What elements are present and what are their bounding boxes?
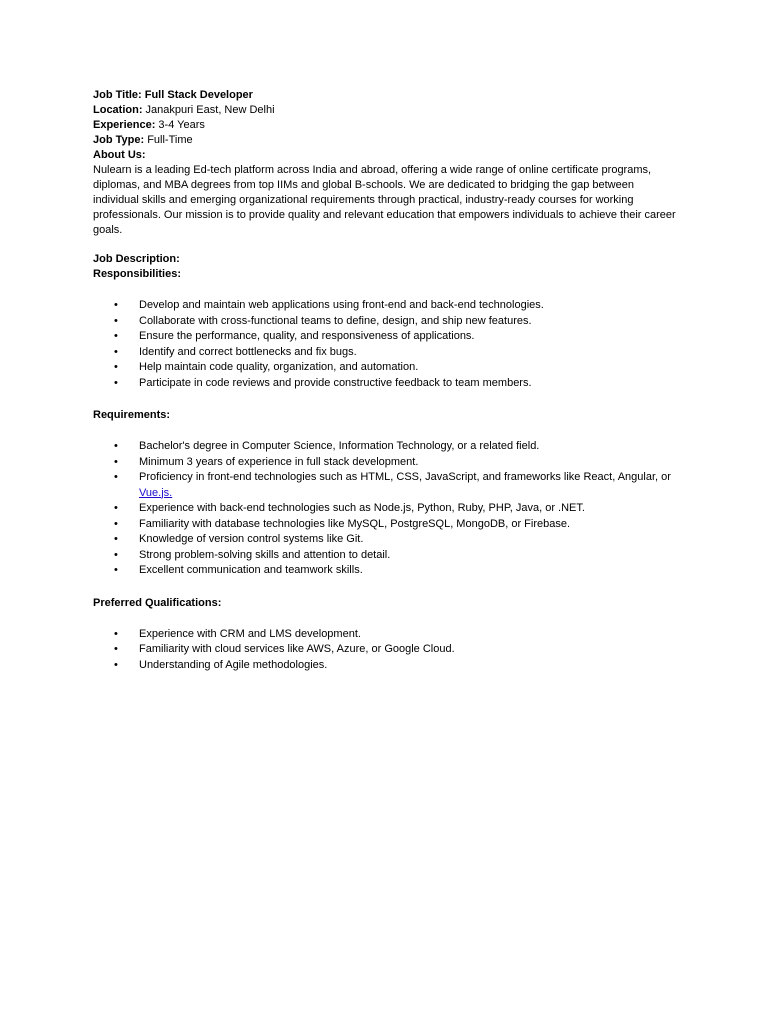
requirements-list — [93, 439, 678, 579]
location-value: Janakpuri East, New Delhi — [142, 104, 275, 116]
bullet-icon: • — [114, 455, 118, 468]
experience-line — [93, 118, 678, 133]
bullet-icon: • — [114, 345, 118, 358]
preferred-qualifications-list — [93, 627, 678, 674]
requirement-text: Proficiency in front-end technologies such as HTML, CSS, JavaScript, and frameworks like React, Angular, or — [139, 471, 671, 483]
list-item — [93, 627, 678, 643]
bullet-icon: • — [114, 376, 118, 389]
bullet-icon: • — [114, 299, 118, 311]
bullet-icon: • — [114, 658, 118, 671]
requirement-text: Experience with back-end technologies such as Node.js, Python, Ruby, PHP, Java, or .NET. — [139, 502, 585, 514]
list-item — [93, 548, 678, 564]
requirement-text: Familiarity with database technologies like MySQL, PostgreSQL, MongoDB, or Firebase. — [139, 517, 571, 530]
job-posting-document — [93, 88, 678, 673]
bullet-icon: • — [114, 517, 118, 530]
job-title-label: Job Title: Full Stack Developer — [93, 89, 253, 101]
about-heading: About Us: — [93, 149, 146, 161]
list-item — [93, 517, 678, 533]
responsibility-text: Develop and maintain web applications using front-end and back-end technologies. — [139, 299, 544, 311]
location-label: Location: — [93, 104, 143, 116]
job-type-line — [93, 133, 678, 148]
list-item — [93, 314, 678, 330]
bullet-icon: • — [114, 627, 118, 640]
about-paragraph: Nulearn is a leading Ed-tech platform across India and abroad, offering a wide range of online certificate programs, diplomas, and MBA degrees from top IIMs and global B-schools. We are dedicated to bridging the gap between individual skills and emerging organizational requirements through practical, industry-ready courses for working professionals. Our mission is to provide quality and relevant education that empowers individuals to achieve their career goals. — [93, 164, 676, 236]
bullet-icon: • — [114, 643, 118, 655]
list-item — [93, 658, 678, 674]
location-line — [93, 103, 678, 118]
list-item — [93, 439, 678, 455]
preferred-qualifications-heading: Preferred Qualifications: — [93, 596, 222, 609]
list-item — [93, 501, 678, 517]
bullet-icon: • — [114, 314, 118, 327]
requirement-text: Excellent communication and teamwork skills. — [139, 564, 363, 576]
list-item — [93, 298, 678, 314]
qualification-text: Understanding of Agile methodologies. — [139, 658, 328, 671]
bullet-icon: • — [114, 361, 118, 373]
bullet-icon: • — [114, 502, 118, 514]
list-item — [93, 329, 678, 345]
responsibility-text: Participate in code reviews and provide constructive feedback to team members. — [139, 376, 532, 389]
job-title-line — [93, 88, 678, 103]
bullet-icon: • — [114, 440, 118, 452]
responsibilities-list — [93, 298, 678, 391]
list-item — [93, 455, 678, 471]
requirement-text: Knowledge of version control systems like Git. — [139, 533, 364, 545]
list-item — [93, 642, 678, 658]
bullet-icon: • — [114, 548, 118, 561]
list-item — [93, 345, 678, 361]
bullet-icon: • — [114, 330, 118, 342]
requirement-text: Bachelor's degree in Computer Science, Information Technology, or a related field. — [139, 440, 540, 452]
job-description-heading: Job Description: — [93, 253, 180, 265]
list-item — [93, 532, 678, 548]
experience-label: Experience: — [93, 119, 156, 131]
list-item — [93, 376, 678, 392]
requirements-heading: Requirements: — [93, 409, 171, 421]
bullet-icon: • — [114, 564, 118, 576]
experience-value: 3-4 Years — [155, 119, 205, 131]
bullet-icon: • — [114, 533, 118, 545]
responsibilities-heading: Responsibilities: — [93, 268, 182, 280]
list-item — [93, 563, 678, 579]
list-item — [93, 470, 678, 501]
qualification-text: Familiarity with cloud services like AWS, Azure, or Google Cloud. — [139, 643, 455, 655]
requirement-text: Strong problem-solving skills and attention to detail. — [139, 548, 391, 561]
job-type-label: Job Type: — [93, 134, 145, 146]
responsibility-text: Help maintain code quality, organization, and automation. — [139, 361, 419, 373]
qualification-text: Experience with CRM and LMS development. — [139, 627, 361, 640]
list-item — [93, 360, 678, 376]
bullet-icon: • — [114, 471, 118, 483]
requirement-text: Minimum 3 years of experience in full stack development. — [139, 455, 419, 468]
responsibility-text: Identify and correct bottlenecks and fix bugs. — [139, 345, 357, 358]
responsibility-text: Ensure the performance, quality, and responsiveness of applications. — [139, 330, 475, 342]
responsibility-text: Collaborate with cross-functional teams to define, design, and ship new features. — [139, 314, 532, 327]
vuejs-link[interactable]: Vue.js. — [139, 486, 173, 499]
job-type-value: Full-Time — [144, 134, 193, 146]
